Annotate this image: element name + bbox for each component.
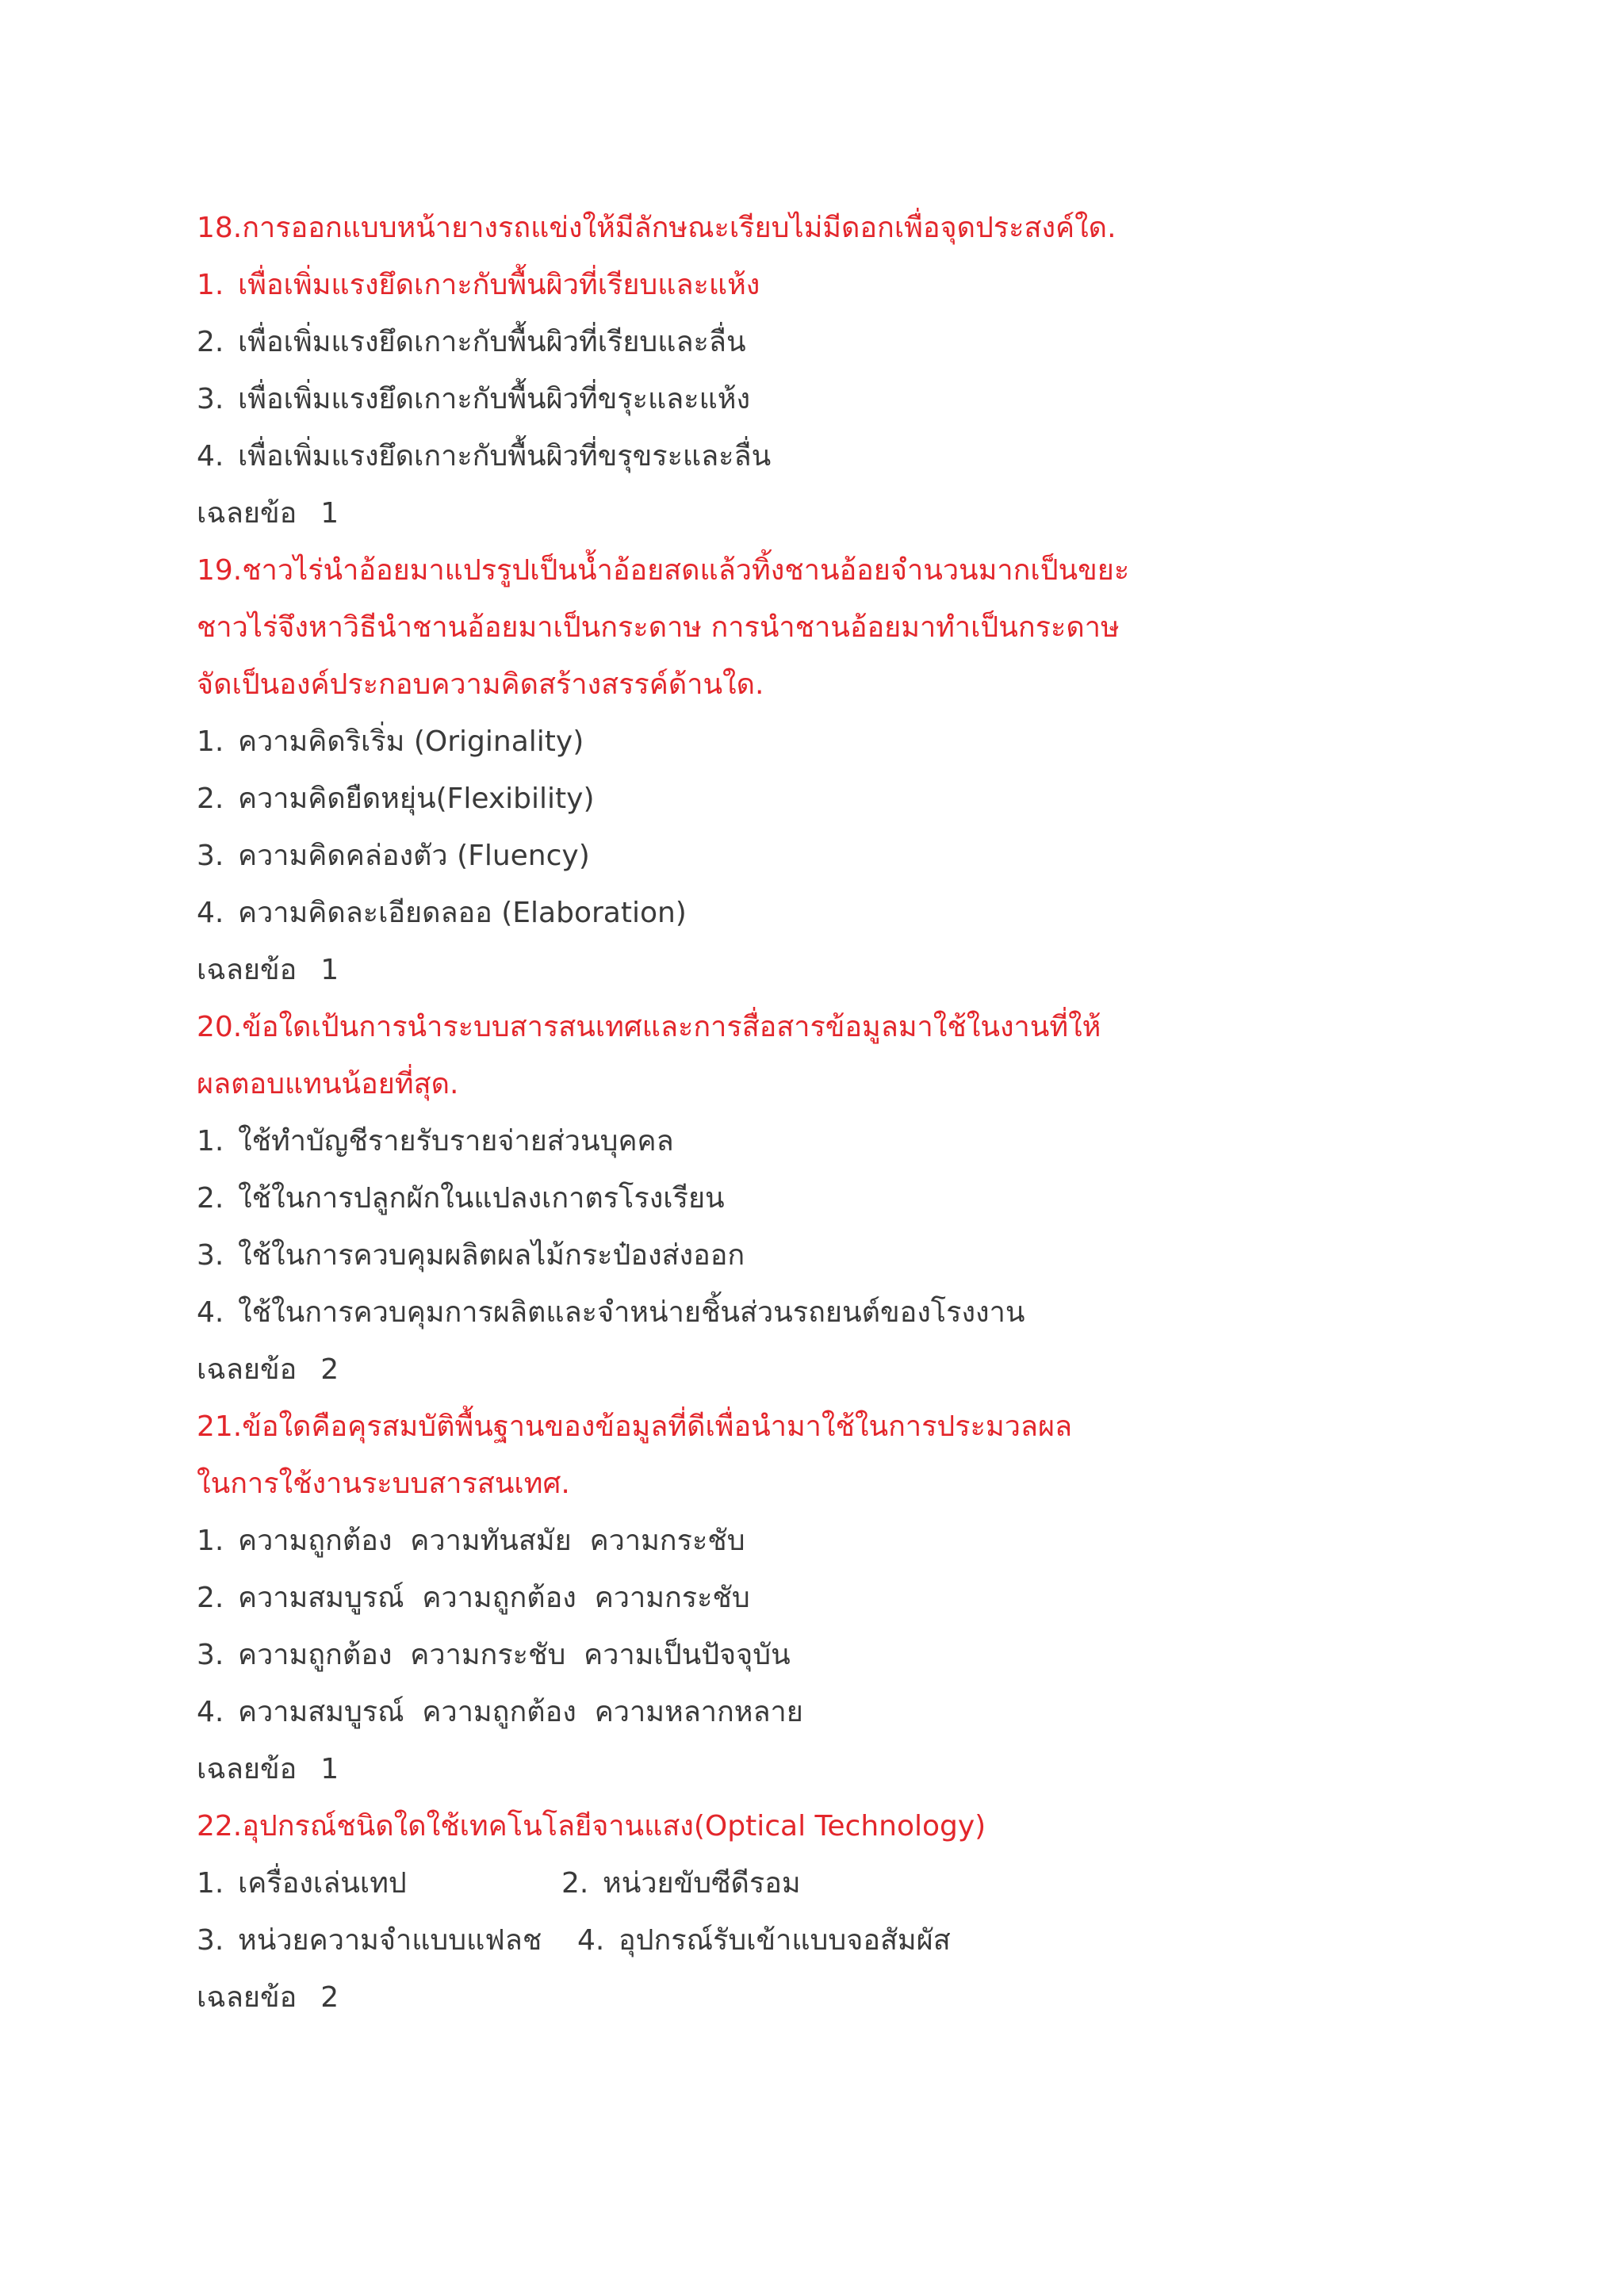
question-20-option-2 — [197, 1170, 1465, 1227]
option-text: ใช้ทำบัญชีรายรับรายจ่ายส่วนบุคคล — [238, 1125, 674, 1158]
option-number: 3. — [197, 383, 224, 415]
option-text: ความถูกต้อง ความทันสมัย ความกระชับ — [238, 1525, 745, 1557]
option-number: 1. — [197, 1125, 224, 1158]
option-text: เพื่อเพิ่มแรงยึดเกาะกับพื้นผิวที่เรียบและลื่น — [238, 326, 746, 358]
option-text: หน่วยขับซีดีรอม — [603, 1867, 801, 1900]
option-text: ความถูกต้อง ความกระชับ ความเป็นปัจจุบัน — [238, 1639, 791, 1671]
option-text: เพื่อเพิ่มแรงยึดเกาะกับพื้นผิวที่ขรุขระและลื่น — [238, 440, 772, 473]
option-number: 1. — [197, 1525, 224, 1557]
option-text: เพื่อเพิ่มแรงยึดเกาะกับพื้นผิวที่ขรุะและแห้ง — [238, 383, 751, 415]
question-19-option-1 — [197, 714, 1465, 771]
question-21-answer — [197, 1741, 1465, 1798]
option-number: 4. — [197, 1296, 224, 1329]
question-19-line-1: 19.ชาวไร่นำอ้อยมาแปรรูปเป็นน้ำอ้อยสดแล้วทิ้งชานอ้อยจำนวนมากเป็นขยะ — [197, 554, 1130, 587]
option-number: 2. — [197, 1182, 224, 1215]
answer-value: 1 — [320, 1753, 339, 1785]
option-text: ความคิดคล่องตัว (Fluency) — [238, 840, 590, 872]
question-22-option-1 — [197, 1855, 561, 1912]
question-21-option-3 — [197, 1627, 1465, 1684]
option-text: ใช้ในการปลูกผักในแปลงเกาตรโรงเรียน — [238, 1182, 725, 1215]
option-text: ใช้ในการควบคุมผลิตผลไม้กระป๋องส่งออก — [238, 1239, 745, 1272]
question-19-option-2 — [197, 771, 1465, 828]
question-18-option-4 — [197, 428, 1465, 485]
question-20-line-2: ผลตอบแทนน้อยที่สุด. — [197, 1068, 459, 1100]
option-text: เพื่อเพิ่มแรงยึดเกาะกับพื้นผิวที่เรียบและแห้ง — [238, 269, 760, 301]
question-20-answer — [197, 1341, 1465, 1399]
question-18-option-3 — [197, 371, 1465, 428]
option-text: เครื่องเล่นเทป — [238, 1867, 407, 1900]
question-20-option-3 — [197, 1227, 1465, 1284]
answer-label: เฉลยข้อ — [197, 1981, 297, 2014]
question-21-option-4 — [197, 1684, 1465, 1741]
option-text: ความคิดละเอียดลออ (Elaboration) — [238, 897, 687, 929]
question-22-option-2 — [561, 1855, 801, 1912]
question-19-answer — [197, 942, 1465, 999]
option-text: หน่วยความจำแบบแฟลช — [238, 1924, 542, 1957]
option-number: 4. — [577, 1924, 605, 1957]
answer-label: เฉลยข้อ — [197, 497, 297, 530]
option-number: 3. — [197, 1639, 224, 1671]
option-number: 3. — [197, 1239, 224, 1272]
option-number: 2. — [197, 326, 224, 358]
question-20-option-4 — [197, 1284, 1465, 1341]
option-text: ความคิดริเริ่ม (Originality) — [238, 725, 584, 758]
option-number: 4. — [197, 440, 224, 473]
option-text: ความคิดยืดหยุ่น(Flexibility) — [238, 783, 595, 815]
answer-label: เฉลยข้อ — [197, 1753, 297, 1785]
answer-value: 1 — [320, 497, 339, 530]
option-text: ความสมบูรณ์ ความถูกต้อง ความกระชับ — [238, 1582, 750, 1614]
option-number: 1. — [197, 725, 224, 758]
question-21-option-2 — [197, 1570, 1465, 1627]
option-number: 2. — [197, 783, 224, 815]
question-22-answer — [197, 1969, 1465, 2026]
question-20-option-1 — [197, 1113, 1465, 1170]
question-22-options-row-2 — [197, 1912, 1465, 1969]
option-text: ใช้ในการควบคุมการผลิตและจำหน่ายชิ้นส่วนรถยนต์ของโรงงาน — [238, 1296, 1025, 1329]
question-18-option-2 — [197, 314, 1465, 371]
question-22-line-1: 22.อุปกรณ์ชนิดใดใช้เทคโนโลยีจานแสง(Optical Technology) — [197, 1810, 986, 1843]
option-number: 4. — [197, 897, 224, 929]
option-text: ความสมบูรณ์ ความถูกต้อง ความหลากหลาย — [238, 1696, 803, 1728]
option-number: 4. — [197, 1696, 224, 1728]
question-19-option-4 — [197, 885, 1465, 942]
answer-label: เฉลยข้อ — [197, 1353, 297, 1386]
question-22-options-row-1 — [197, 1855, 1465, 1912]
answer-value: 2 — [320, 1981, 339, 2014]
question-21-line-2: ในการใช้งานระบบสารสนเทศ. — [197, 1468, 570, 1500]
option-text: อุปกรณ์รับเข้าแบบจอสัมผัส — [619, 1924, 951, 1957]
option-number: 2. — [197, 1582, 224, 1614]
answer-value: 2 — [320, 1353, 339, 1386]
answer-value: 1 — [320, 954, 339, 986]
quiz-content — [197, 200, 1465, 2026]
option-number: 3. — [197, 840, 224, 872]
question-18-line-1: 18.การออกแบบหน้ายางรถแข่งให้มีลักษณะเรียบไม่มีดอกเพื่อจุดประสงค์ใด. — [197, 212, 1116, 244]
question-21-line-1: 21.ข้อใดคือคุรสมบัติพื้นฐานของข้อมูลที่ดีเพื่อนำมาใช้ในการประมวลผล — [197, 1410, 1073, 1443]
question-19-line-3: จัดเป็นองค์ประกอบความคิดสร้างสรรค์ด้านใด. — [197, 668, 764, 701]
question-21-option-1 — [197, 1513, 1465, 1570]
question-20-line-1: 20.ข้อใดเป้นการนำระบบสารสนเทศและการสื่อสารข้อมูลมาใช้ในงานที่ให้ — [197, 1011, 1101, 1043]
question-19-option-3 — [197, 828, 1465, 885]
option-number: 2. — [561, 1867, 589, 1900]
answer-label: เฉลยข้อ — [197, 954, 297, 986]
question-19-line-2: ชาวไร่จึงหาวิธีนำชานอ้อยมาเป็นกระดาษ การนำชานอ้อยมาทำเป็นกระดาษ — [197, 611, 1120, 644]
question-22-option-4 — [577, 1912, 951, 1969]
option-number: 3. — [197, 1924, 224, 1957]
option-number: 1. — [197, 269, 224, 301]
question-18-option-1 — [197, 257, 1465, 314]
question-18-answer — [197, 485, 1465, 542]
question-22-option-3 — [197, 1912, 577, 1969]
option-number: 1. — [197, 1867, 224, 1900]
